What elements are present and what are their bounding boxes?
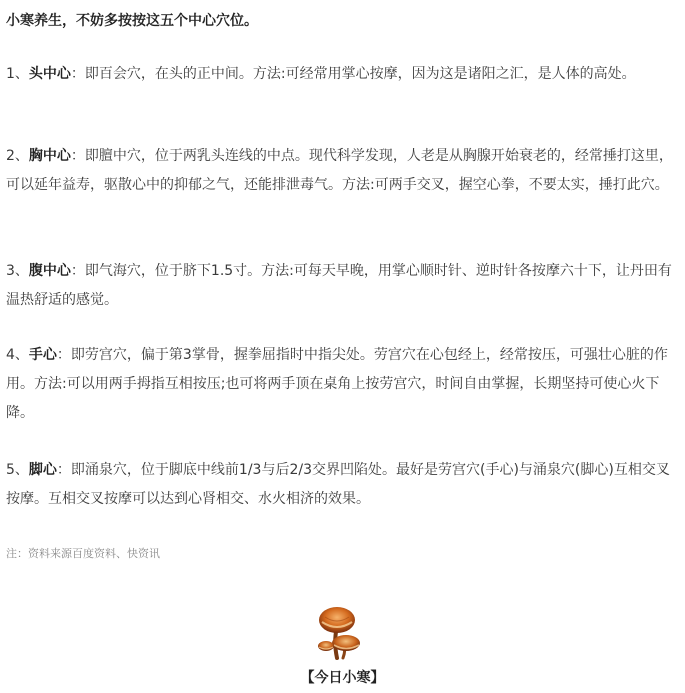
source-note: 注：资料来源百度资料、快资讯 — [6, 547, 160, 560]
list-item-chest-center — [6, 142, 678, 200]
item-text: ：即气海穴，位于脐下1.5寸。方法:可每天早晚，用掌心顺时针、逆时针各按摩六十下，让丹田有温热舒适的感觉。 — [6, 263, 672, 308]
list-item-sole-center — [6, 456, 678, 514]
lingzhi-mushroom-icon — [306, 598, 370, 662]
list-item-palm-center — [6, 341, 678, 428]
list-item-head-center — [6, 60, 678, 89]
item-text: ：即膻中穴，位于两乳头连线的中点。现代科学发现，人老是从胸腺开始衰老的，经常捶打这里，可以延年益寿，驱散心中的抑郁之气，还能排泄毒气。方法:可两手交叉，握空心拳，不要太实，捶打此穴。 — [6, 148, 673, 193]
article-title: 小寒养生，不妨多按按这五个中心穴位。 — [6, 13, 258, 29]
item-text: ：即百会穴，在头的正中间。方法:可经常用掌心按摩，因为这是诸阳之汇，是人体的高处。 — [70, 66, 636, 82]
item-number: 2、 — [6, 148, 29, 164]
item-text: ：即劳宫穴，偏于第3掌骨，握拳屈指时中指尖处。劳宫穴在心包经上，经常按压，可强壮心脏的作用。方法:可以用两手拇指互相按压;也可将两手顶在桌角上按劳宫穴，时间自由掌握，长期坚持可使心火下降。 — [6, 347, 668, 421]
item-number: 4、 — [6, 347, 29, 363]
item-label: 头中心 — [28, 66, 71, 82]
item-label: 脚心 — [28, 462, 57, 478]
item-label: 手心 — [28, 347, 57, 363]
item-number: 3、 — [6, 263, 29, 279]
item-text: ：即涌泉穴，位于脚底中线前1/3与后2/3交界凹陷处。最好是劳宫穴(手心)与涌泉穴(脚心)互相交叉按摩。互相交叉按摩可以达到心肾相交、水火相济的效果。 — [6, 462, 670, 507]
item-label: 腹中心 — [28, 263, 71, 279]
item-label: 胸中心 — [28, 148, 71, 164]
brand-caption: 【今日小寒】 — [300, 670, 385, 686]
item-number: 1、 — [6, 66, 29, 82]
list-item-abdomen-center — [6, 257, 678, 315]
item-number: 5、 — [6, 462, 29, 478]
